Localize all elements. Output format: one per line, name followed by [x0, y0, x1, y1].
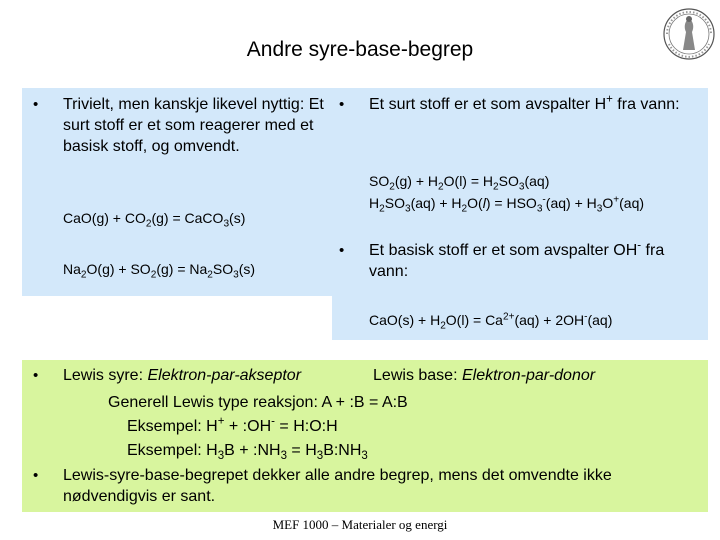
bullet: •: [339, 242, 345, 259]
base-equation: $CaO(s) + H_2O(l) = Ca^{2+}(aq) + 2OH^-(aq)$: [369, 311, 613, 332]
university-seal-icon: [662, 6, 716, 68]
base-definition: Et basisk stoff er et som avspalter OH- fra vann:: [369, 239, 665, 280]
bullet: •: [33, 96, 39, 113]
slide-title: Andre syre-base-begrep: [246, 38, 474, 61]
left-equation-2: $Na_2O(g) + SO_2(g) = Na_2SO_3(s)$: [63, 261, 256, 281]
lewis-base-definition: Elektron-par-donor: [461, 367, 596, 384]
lewis-base-label: Lewis base:: [373, 367, 462, 384]
lewis-acid-definition: Elektron-par-akseptor: [147, 367, 302, 384]
lewis-conclusion: Lewis-syre-base-begrepet dekker alle andre begrep, mens det omvendte ikke nødvendigvis er sant.: [63, 467, 612, 505]
acid-equation-1: $SO_2(g) + H_2O(l) = H_2SO_3(aq)$: [369, 173, 550, 193]
lewis-example-2: Eksempel: $H_3B$ + $:NH_3$ = $H_3B:NH_3$: [127, 442, 368, 463]
lewis-acid-base-definitions: [63, 365, 595, 386]
lewis-general-reaction: Generell Lewis type reaksjon: A + :B = A:B: [108, 394, 408, 411]
bullet: •: [339, 96, 345, 113]
left-equation-1: $CaO(g) + CO_2(g)$ = CaCO$_3$(s): [63, 210, 246, 230]
lewis-example-1: Eksempel: H+ + :OH- = H:O:H: [127, 415, 338, 435]
lewis-acid-label: Lewis syre:: [63, 367, 148, 384]
acid-equation-2: $H_2SO_3(aq) + H_2O(l) = HSO_3^-(aq) + H_3O^+(aq)$: [369, 194, 645, 215]
right-panel: [332, 88, 708, 340]
bullet: •: [33, 467, 39, 484]
footer: MEF 1000 – Materialer og energi: [272, 517, 448, 532]
left-text: Trivielt, men kanskje likevel nyttig: Et surt stoff er et som reagerer med et basisk stoff, og omvendt.: [63, 96, 324, 155]
bullet: •: [33, 367, 39, 384]
acid-definition: Et surt stoff er et som avspalter H+ fra vann:: [369, 93, 680, 113]
